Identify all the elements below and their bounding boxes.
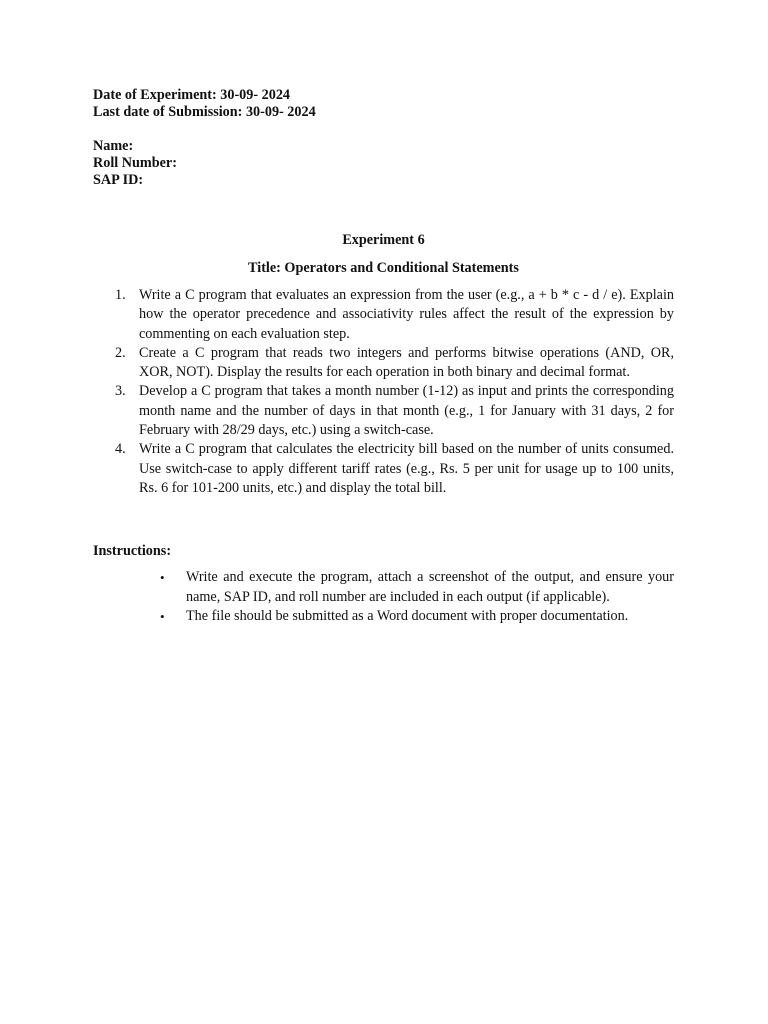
instruction-text: Write and execute the program, attach a screenshot of the output, and ensure your name, SAP ID, and roll number are included in each output (if applicable).	[186, 569, 674, 605]
task-number: 2.	[115, 344, 126, 361]
task-item	[115, 440, 674, 498]
roll-number-label: Roll Number:	[93, 155, 177, 171]
instruction-text: The file should be submitted as a Word document with proper documentation.	[186, 607, 629, 624]
date-of-experiment: Date of Experiment: 30-09- 2024	[93, 87, 291, 103]
task-item	[115, 286, 674, 344]
last-date-of-submission: Last date of Submission: 30-09- 2024	[93, 104, 316, 120]
task-text: Develop a C program that takes a month number (1-12) as input and prints the corresponding month name and the number of days in that month (e.g., 1 for January with 31 days, 2 for February with 28/29 days, etc.) using a switch-case.	[139, 383, 674, 439]
experiment-heading: Experiment 6	[342, 232, 425, 248]
instructions-heading: Instructions:	[93, 543, 172, 560]
instructions-list	[93, 568, 674, 626]
task-list	[93, 286, 674, 498]
sap-id-label: SAP ID:	[93, 172, 144, 188]
task-item	[115, 344, 674, 383]
task-text: Write a C program that calculates the electricity bill based on the number of units consumed. Use switch-case to apply different tariff rates (e.g., Rs. 5 per unit for usage up to 100 units, Rs. 6 for 101-200 units, etc.) and display the total bill.	[139, 441, 674, 496]
instruction-item	[160, 568, 674, 607]
spacer	[93, 121, 674, 138]
task-item	[115, 382, 674, 440]
task-text: Write a C program that evaluates an expression from the user (e.g., a + b * c - d / e). Explain how the operator precedence and associativity rules affect the result of the expression by commenting on each evaluation step.	[139, 287, 674, 342]
task-number: 4.	[115, 441, 126, 458]
document-page	[93, 87, 674, 626]
name-label: Name:	[93, 138, 134, 154]
instruction-item	[160, 607, 674, 626]
task-number: 3.	[115, 383, 126, 400]
bullet-icon: •	[160, 570, 165, 586]
experiment-title: Title: Operators and Conditional Statements	[248, 260, 519, 276]
task-number: 1.	[115, 287, 126, 303]
bullet-icon: •	[160, 608, 165, 624]
task-text: Create a C program that reads two integers and performs bitwise operations (AND, OR, XOR, NOT). Display the results for each operation in both binary and decimal format.	[139, 344, 674, 381]
